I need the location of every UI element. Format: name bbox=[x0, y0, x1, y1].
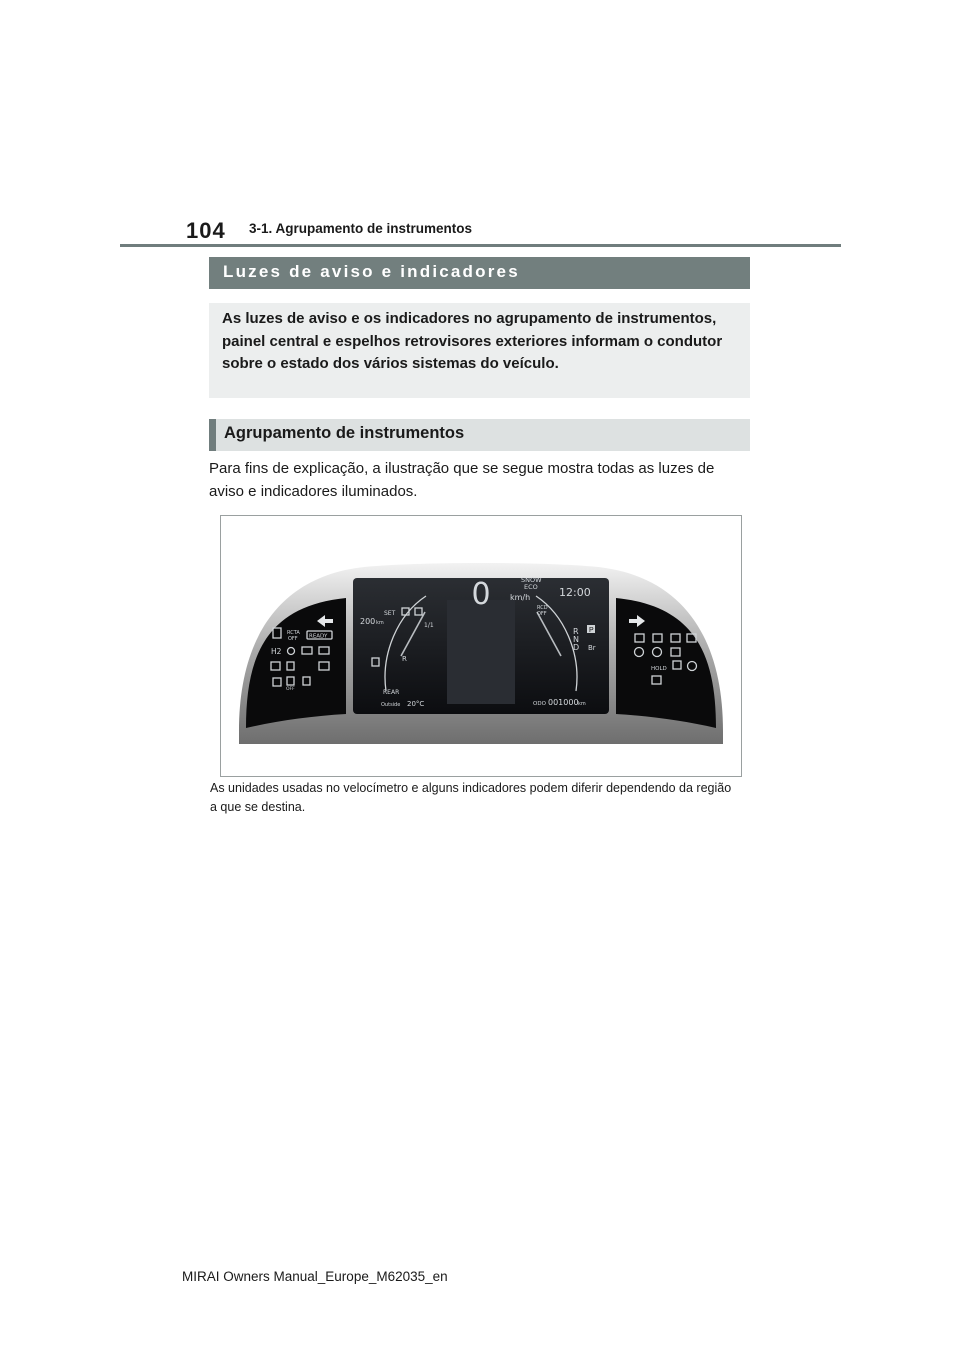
left-panel bbox=[246, 598, 346, 728]
clock-readout: 12:00 bbox=[559, 586, 591, 599]
intro-text: As luzes de aviso e os indicadores no agrupamento de instrumentos, painel central e espelhos retrovisores exteriores informam o condutor sobre o estado dos vários sistemas do veículo. bbox=[222, 310, 723, 372]
rcd-off-label: OFF bbox=[537, 611, 547, 617]
reverse-marker: R bbox=[402, 655, 407, 663]
subsection-title: Agrupamento de instrumentos bbox=[224, 424, 465, 442]
drive-mode-snow: SNOW bbox=[521, 576, 542, 584]
instrument-cluster-illustration bbox=[221, 516, 741, 776]
hold-label: HOLD bbox=[651, 666, 667, 672]
drive-mode-eco: ECO bbox=[524, 583, 538, 591]
instrument-cluster-figure bbox=[220, 515, 742, 777]
gear-n: N bbox=[573, 635, 579, 644]
intro-box bbox=[209, 303, 750, 398]
center-display-block bbox=[447, 600, 515, 704]
ready-label: READY bbox=[309, 633, 328, 640]
header-divider bbox=[120, 244, 841, 247]
h2-label: H2 bbox=[271, 647, 282, 656]
footer-text: MIRAI Owners Manual_Europe_M62035_en bbox=[182, 1269, 448, 1284]
gear-d: D bbox=[573, 643, 580, 652]
page-number: 104 bbox=[186, 218, 226, 243]
outside-label: Outside bbox=[381, 702, 401, 708]
banner-title: Luzes de aviso e indicadores bbox=[223, 262, 520, 281]
range-value: 200 bbox=[360, 617, 376, 626]
section-title: 3-1. Agrupamento de instrumentos bbox=[249, 221, 473, 236]
outside-temp: 20°C bbox=[407, 700, 425, 708]
set-label: SET bbox=[384, 610, 396, 617]
figure-caption: As unidades usadas no velocímetro e alguns indicadores podem diferir dependendo da região a que se destina. bbox=[210, 781, 732, 814]
subsection-heading bbox=[209, 419, 750, 451]
rcd-label: RCD bbox=[537, 605, 548, 611]
odo-label: ODO bbox=[533, 701, 546, 707]
fraction-readout: 1/1 bbox=[424, 622, 434, 629]
gear-p: P bbox=[589, 627, 594, 634]
speed-unit: km/h bbox=[510, 593, 531, 602]
right-panel bbox=[616, 598, 716, 728]
rcta-label: RCTA bbox=[287, 630, 300, 636]
range-unit: km bbox=[376, 620, 384, 626]
parking-off-label: OFF bbox=[286, 687, 295, 692]
heading-accent-bar bbox=[209, 419, 216, 451]
odo-value: 001000 bbox=[548, 698, 579, 707]
gear-r: R bbox=[573, 627, 579, 636]
body-paragraph: Para fins de explicação, a ilustração que se segue mostra todas as luzes de aviso e indicadores iluminados. bbox=[209, 460, 715, 500]
rear-label: REAR bbox=[383, 689, 400, 696]
section-banner bbox=[209, 257, 750, 289]
rcta-off-label: OFF bbox=[288, 636, 298, 642]
gear-br: Br bbox=[588, 644, 596, 652]
speed-readout: 0 bbox=[471, 577, 491, 612]
odo-unit: km bbox=[578, 701, 586, 707]
